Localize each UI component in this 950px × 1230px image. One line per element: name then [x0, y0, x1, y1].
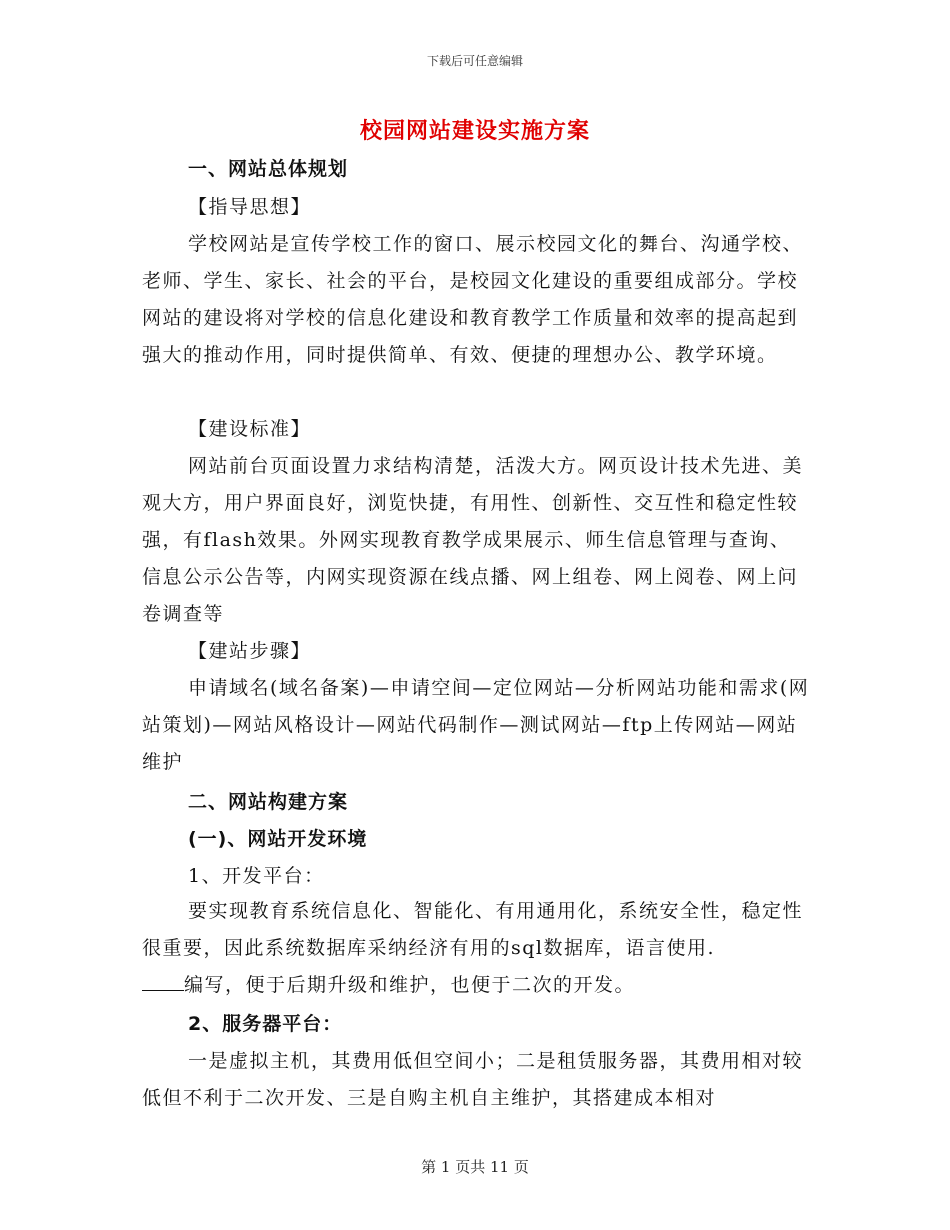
- steps-label: 【建站步骤】: [188, 640, 312, 662]
- guide-paragraph-block: [142, 226, 810, 374]
- steps-paragraph: 申请域名(域名备案)—申请空间—定位网站—分析网站功能和需求(网站策划)—网站风格设计—网站代码制作—测试网站—ftp上传网站—网站维护: [142, 677, 810, 773]
- document-title: 校园网站建设实施方案: [359, 118, 590, 144]
- standard-paragraph-block: [142, 448, 810, 633]
- server-platform-label: 2、服务器平台：: [188, 1013, 343, 1035]
- dev-platform-paragraph: [142, 893, 810, 1004]
- standard-paragraph: 网站前台页面设置力求结构清楚，活泼大方。网页设计技术先进、美观大方，用户界面良好，浏览快捷，有用性、创新性、交互性和稳定性较强，有flash效果。外网实现教育教学成果展示、师生信息管理与查询、信息公示公告等，内网实现资源在线点播、网上组卷、网上阅卷、网上问卷调查等: [142, 455, 804, 625]
- dev-platform-text-a: 要实现教育系统信息化、智能化、有用通用化，系统安全性，稳定性很重要，因此系统数据库采纳经济有用的sql数据库，语言使用.: [142, 900, 804, 959]
- standard-label: 【建设标准】: [188, 418, 312, 440]
- page-header: 下载后可任意编辑: [426, 54, 523, 68]
- fill-blank: [142, 989, 184, 991]
- section-2-heading: 二、网站构建方案: [188, 791, 349, 813]
- dev-platform-text-b: 编写，便于后期升级和维护，也便于二次的开发。: [184, 974, 636, 996]
- section-2-subheading: (一)、网站开发环境: [188, 828, 368, 850]
- server-paragraph: 一是虚拟主机，其费用低但空间小；二是租赁服务器，其费用相对较低但不利于二次开发、三是自购主机自主维护，其搭建成本相对: [142, 1050, 804, 1109]
- server-paragraph-block: [142, 1043, 810, 1117]
- section-1-heading: 一、网站总体规划: [188, 158, 349, 180]
- page-footer: 第 1 页共 11 页: [421, 1158, 529, 1176]
- steps-paragraph-block: [142, 670, 810, 781]
- guide-paragraph: 学校网站是宣传学校工作的窗口、展示校园文化的舞台、沟通学校、老师、学生、家长、社会的平台，是校园文化建设的重要组成部分。学校网站的建设将对学校的信息化建设和教育教学工作质量和效率的提高起到强大的推动作用，同时提供简单、有效、便捷的理想办公、教学环境。: [142, 233, 804, 366]
- dev-platform-label: 1、开发平台：: [188, 865, 325, 887]
- dev-platform-paragraph-block: [142, 893, 810, 1004]
- guide-label: 【指导思想】: [188, 196, 312, 218]
